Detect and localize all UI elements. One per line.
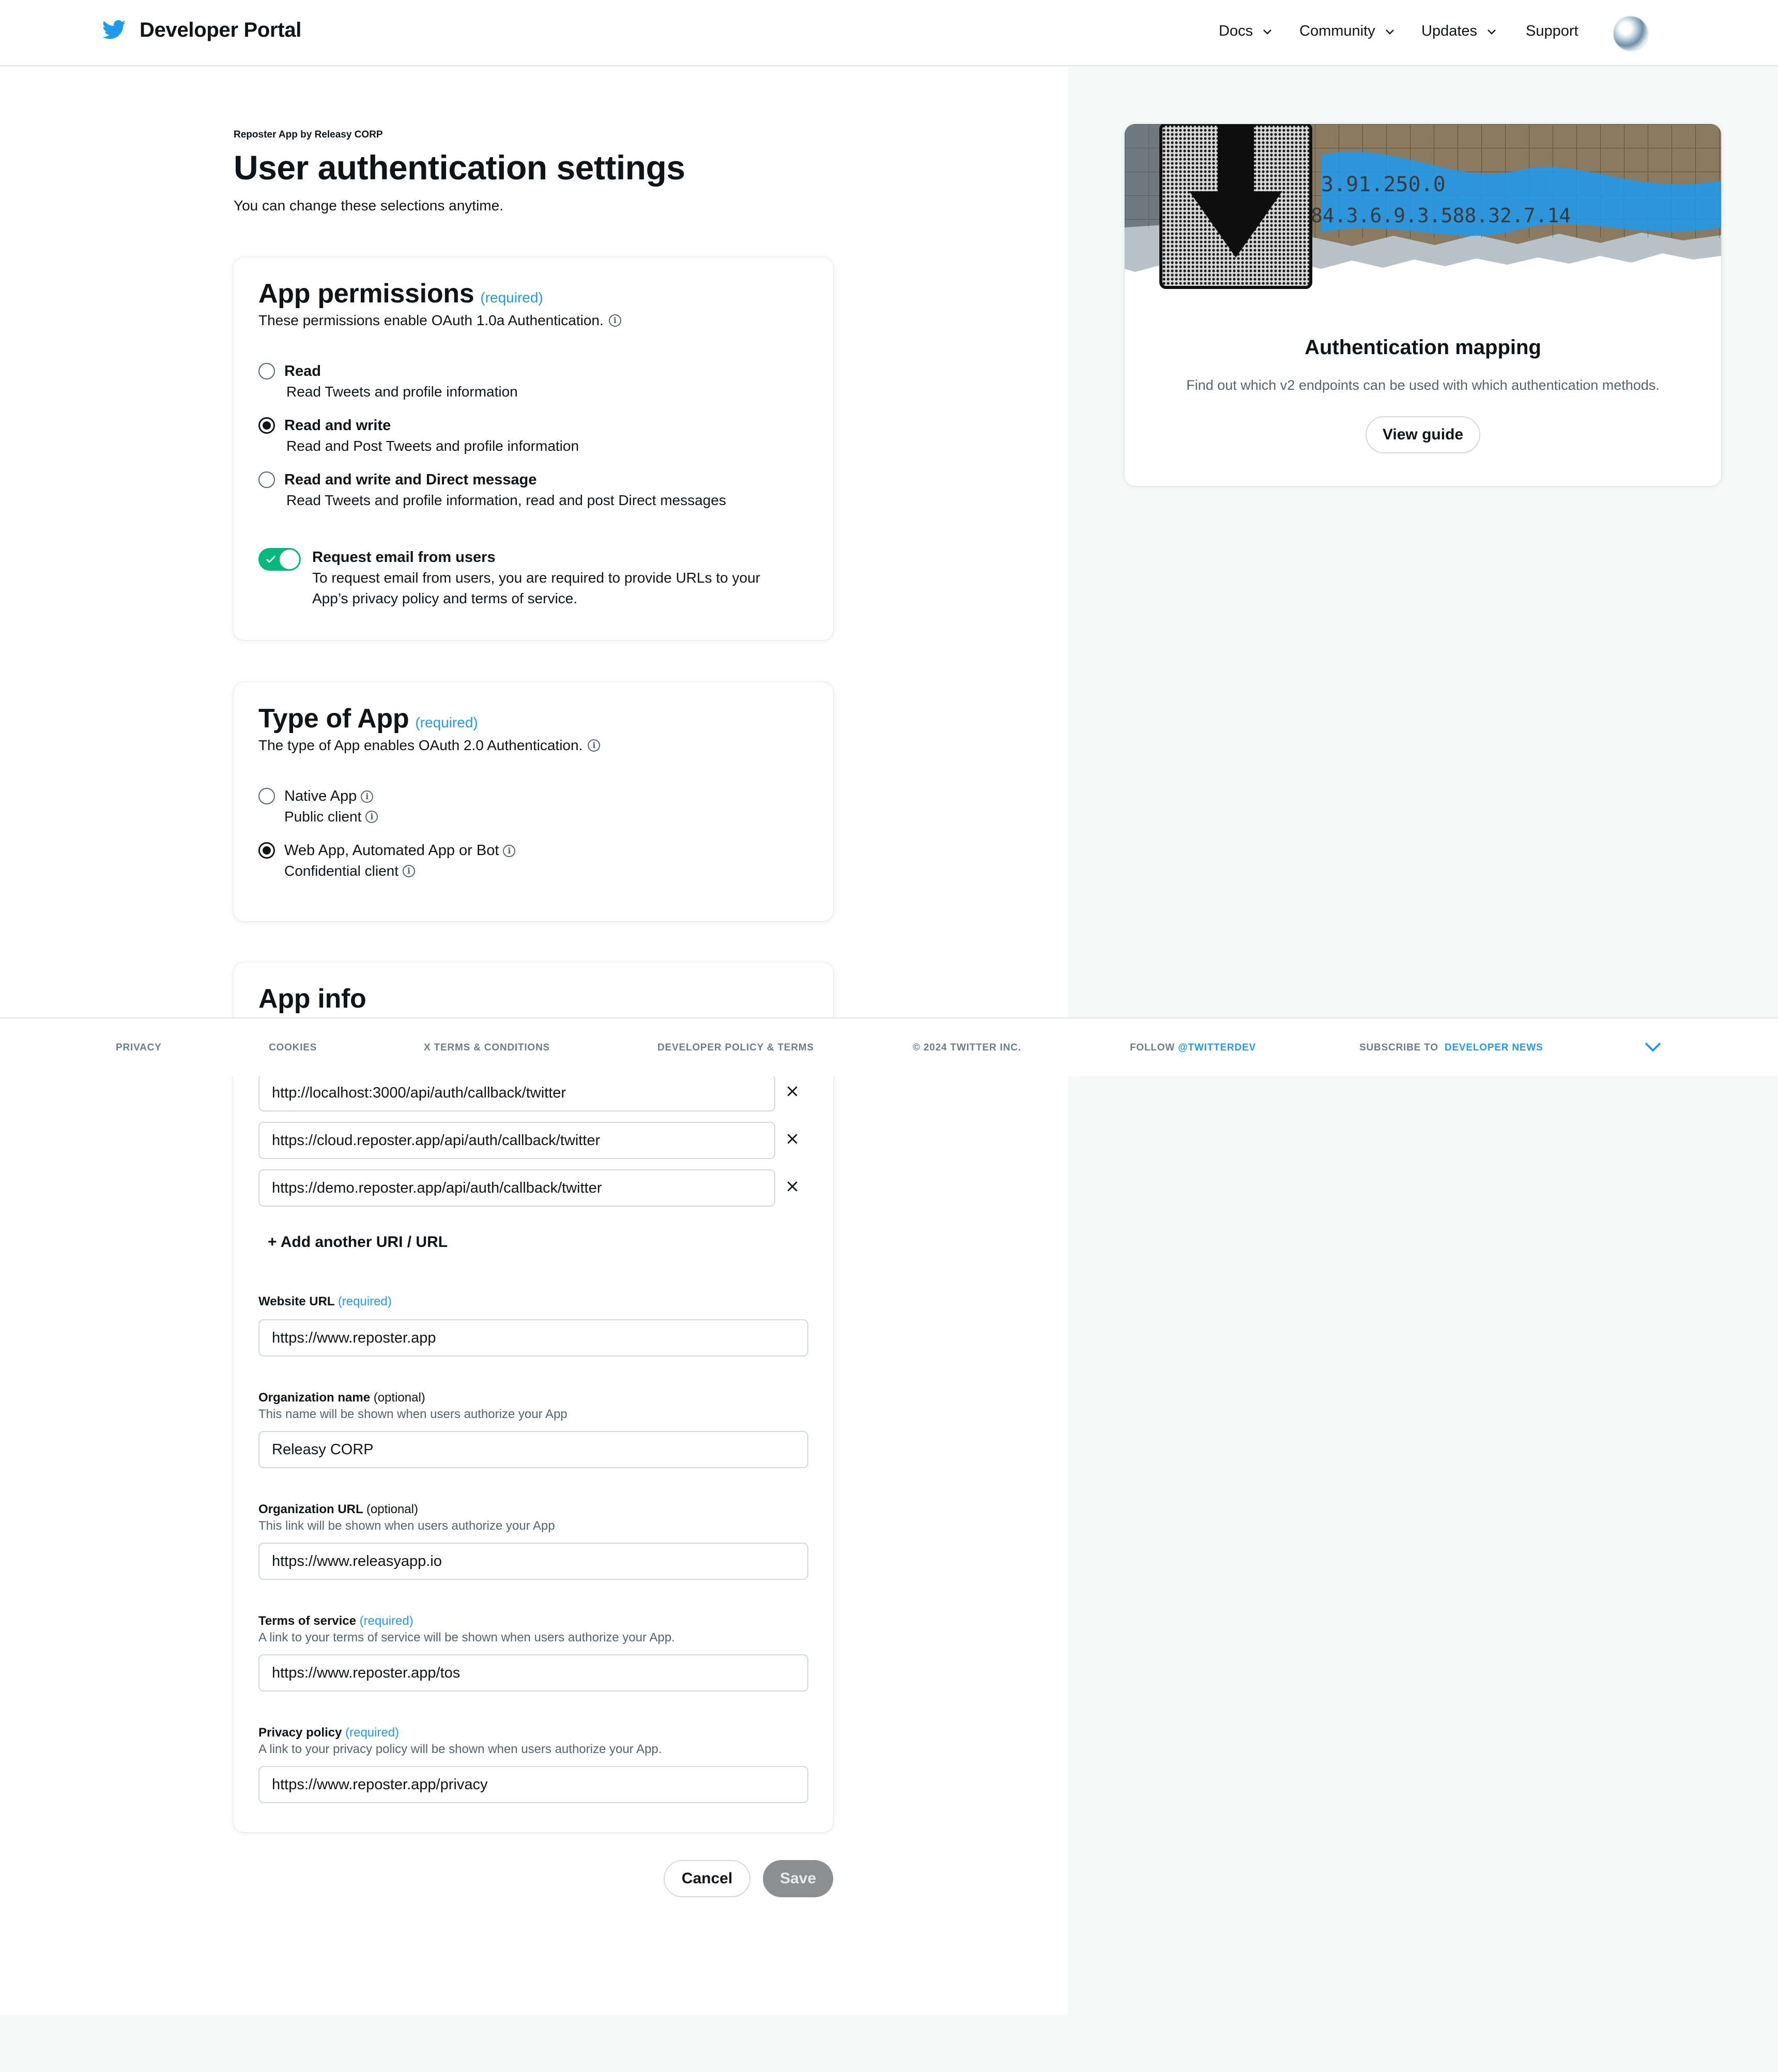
toggle-knob [280,550,299,569]
org-name-label [258,1391,425,1405]
brand-title[interactable]: Developer Portal [140,19,302,41]
request-email-desc-line1: To request email from users, you are required to provide URLs to your [312,570,760,586]
footer-follow-handle[interactable]: @TWITTERDEV [1178,1042,1256,1053]
org-name-label-text: Organization name [258,1391,371,1405]
option-read-write-label[interactable]: Read and write [284,417,391,434]
type-of-app-title [258,703,478,734]
info-icon[interactable]: i [403,865,415,877]
footer [0,1017,1778,1076]
type-of-app-subtitle [258,737,600,754]
authentication-mapping-card [1125,124,1721,486]
required-tag: (required) [345,1726,400,1740]
view-guide-button[interactable]: View guide [1366,416,1480,453]
optional-tag: (optional) [366,1502,418,1516]
callback-uri-input[interactable]: https://demo.reposter.app/api/auth/callback/twitter [258,1169,775,1207]
app-permissions-title [258,278,543,309]
org-url-label [258,1502,418,1517]
breadcrumb: Reposter App by Releasy CORP [234,129,383,140]
page-title: User authentication settings [234,148,685,187]
request-email-toggle[interactable] [258,548,301,571]
chevron-down-icon[interactable] [1644,1039,1662,1055]
radio-read-write-dm[interactable] [258,471,275,488]
page-subtitle: You can change these selections anytime. [234,197,503,214]
option-read-write-dm-label[interactable]: Read and write and Direct message [284,471,537,488]
optional-tag: (optional) [373,1391,425,1405]
type-of-app-title-text: Type of App [258,704,409,734]
option-native-app-label: Native App [284,788,357,804]
avatar[interactable] [1613,16,1649,52]
save-button[interactable]: Save [763,1860,833,1897]
close-icon[interactable] [786,1180,799,1193]
app-permissions-subtitle-text: These permissions enable OAuth 1.0a Authentication. [258,312,604,328]
radio-web-app[interactable] [258,842,275,859]
auth-mapping-desc: Find out which v2 endpoints can be used with which authentication methods. [1186,377,1660,393]
close-icon[interactable] [786,1132,799,1146]
required-tag: (required) [338,1294,392,1308]
tos-input[interactable]: https://www.reposter.app/tos [258,1654,808,1692]
collage-illustration [1125,124,1721,295]
tos-label-text: Terms of service [258,1614,356,1628]
footer-cookies-link[interactable]: COOKIES [269,1042,317,1053]
info-icon[interactable]: i [609,314,621,327]
nav-support[interactable] [1526,23,1578,40]
request-email-desc-line2: App’s privacy policy and terms of service. [312,590,578,606]
app-info-title: App info [258,984,366,1014]
info-icon[interactable]: i [588,739,600,752]
website-url-input[interactable]: https://www.reposter.app [258,1319,808,1357]
check-icon [265,553,277,566]
option-read-label[interactable]: Read [284,363,321,379]
chevron-down-icon [1261,25,1274,38]
tos-help: A link to your terms of service will be shown when users authorize your App. [258,1631,675,1644]
close-icon[interactable] [786,1085,799,1098]
footer-follow-text: FOLLOW [1130,1042,1175,1053]
option-native-app[interactable] [284,788,373,805]
app-permissions-subtitle [258,312,621,329]
nav-updates-label: Updates [1421,23,1478,39]
info-icon[interactable]: i [361,790,373,803]
option-read-write-desc: Read and Post Tweets and profile information [286,438,579,454]
option-web-app-desc [284,863,415,879]
website-url-label-text: Website URL [258,1294,335,1308]
required-tag: (required) [480,290,543,306]
footer-subscribe-text: SUBSCRIBE TO [1359,1042,1438,1053]
footer-terms-link[interactable]: X TERMS & CONDITIONS [424,1042,550,1053]
nav-updates[interactable] [1421,23,1498,40]
chevron-down-icon [1485,25,1498,38]
radio-read[interactable] [258,363,275,379]
option-web-app-desc-text: Confidential client [284,863,399,879]
chevron-down-icon [1384,25,1396,38]
required-tag: (required) [359,1614,413,1628]
footer-privacy-link[interactable]: PRIVACY [116,1042,162,1053]
option-read-write-dm-desc: Read Tweets and profile information, read and post Direct messages [286,492,726,508]
org-url-input[interactable]: https://www.releasyapp.io [258,1543,808,1580]
privacy-label [258,1726,399,1740]
twitter-bird-icon[interactable] [102,20,126,40]
type-of-app-subtitle-text: The type of App enables OAuth 2.0 Authentication. [258,737,583,753]
art-text-2: 84.3.6.9.3.588.32.7.14 [1311,204,1571,227]
info-icon[interactable]: i [365,811,378,823]
info-icon[interactable]: i [503,845,515,857]
art-text-1: 3.91.250.0 [1321,173,1446,196]
nav-support-label: Support [1526,23,1578,39]
website-url-label [258,1294,392,1309]
org-name-help: This name will be shown when users authorize your App [258,1407,568,1421]
add-uri-button[interactable]: + Add another URI / URL [268,1233,448,1251]
auth-mapping-title: Authentication mapping [1305,336,1541,359]
privacy-help: A link to your privacy policy will be shown when users authorize your App. [258,1742,662,1756]
option-web-app[interactable] [284,842,515,859]
tos-label [258,1614,413,1628]
top-header [0,0,1778,66]
app-permissions-title-text: App permissions [258,279,474,309]
callback-uri-input[interactable]: https://cloud.reposter.app/api/auth/callback/twitter [258,1122,775,1159]
option-web-app-label: Web App, Automated App or Bot [284,842,499,859]
option-read-desc: Read Tweets and profile information [286,384,518,400]
footer-copyright: © 2024 TWITTER INC. [913,1042,1021,1053]
footer-subscribe[interactable] [1359,1042,1543,1054]
callback-uri-input[interactable]: http://localhost:3000/api/auth/callback/twitter [258,1074,775,1111]
radio-native-app[interactable] [258,788,275,804]
radio-read-write[interactable] [258,417,275,434]
request-email-label: Request email from users [312,549,496,566]
privacy-label-text: Privacy policy [258,1726,342,1740]
option-native-app-desc [284,809,378,825]
privacy-input[interactable]: https://www.reposter.app/privacy [258,1766,808,1803]
required-tag: (required) [415,714,478,730]
nav-community[interactable] [1299,23,1396,40]
type-of-app-card [234,682,833,921]
footer-follow[interactable] [1130,1042,1256,1054]
cancel-button[interactable]: Cancel [664,1860,750,1897]
footer-subscribe-link[interactable]: DEVELOPER NEWS [1444,1042,1543,1053]
org-url-help: This link will be shown when users authorize your App [258,1519,555,1533]
app-permissions-card [234,257,833,640]
footer-dev-policy-link[interactable]: DEVELOPER POLICY & TERMS [657,1042,814,1053]
nav-community-label: Community [1299,23,1375,39]
org-name-input[interactable]: Releasy CORP [258,1431,808,1468]
org-url-label-text: Organization URL [258,1502,363,1516]
nav-docs-label: Docs [1219,23,1253,39]
option-native-app-desc-text: Public client [284,809,362,825]
nav-docs[interactable] [1219,23,1274,40]
